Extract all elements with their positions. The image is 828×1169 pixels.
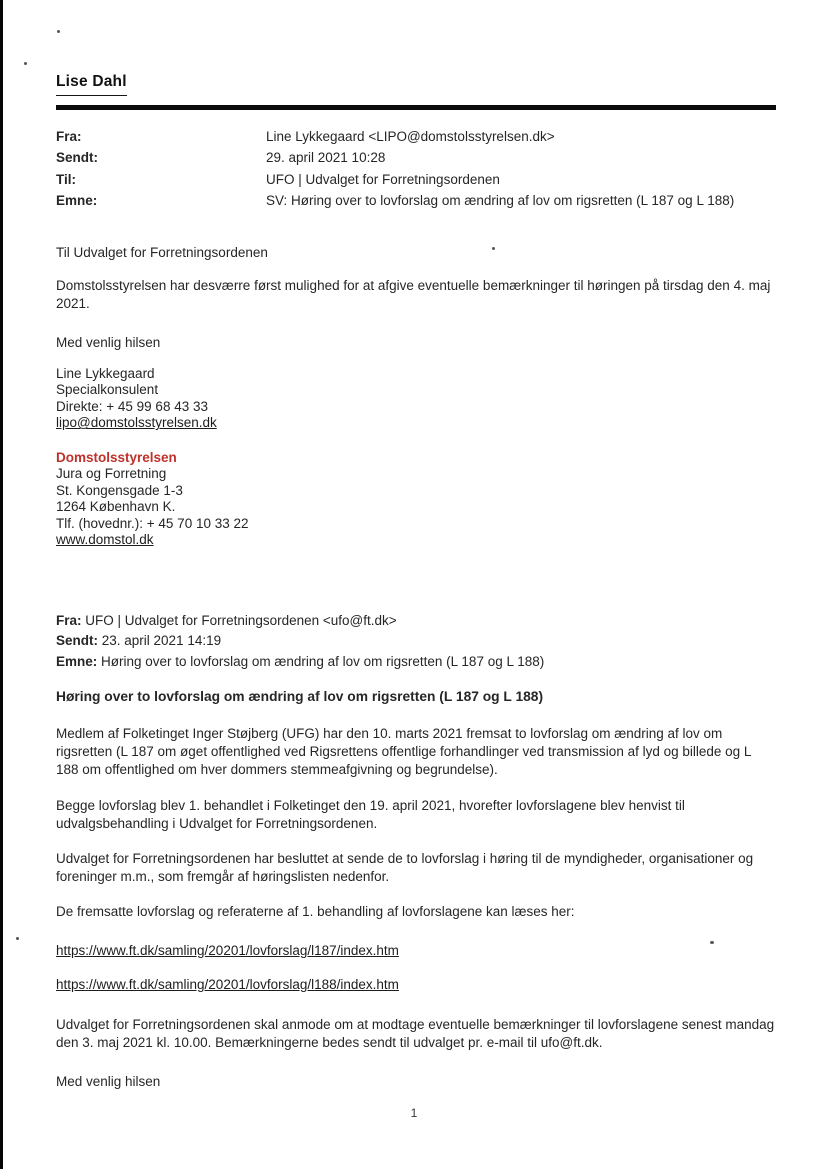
email-header-block <box>56 126 776 212</box>
lovforslag-l187-link[interactable]: https://www.ft.dk/samling/20201/lovforslag/l187/index.htm <box>56 942 399 958</box>
organization-address: 1264 København K. <box>56 499 176 515</box>
organization-block <box>56 450 776 549</box>
field-label: Sendt: <box>56 150 98 166</box>
field-value: Line Lykkegaard <LIPO@domstolsstyrelsen.dk> <box>266 128 555 144</box>
lovforslag-l188-link[interactable]: https://www.ft.dk/samling/20201/lovforslag/l188/index.htm <box>56 976 399 992</box>
body-greeting: Til Udvalget for Forretningsordenen <box>56 244 268 260</box>
recipient-name: Lise Dahl <box>56 72 127 96</box>
quoted-email-header <box>56 611 776 673</box>
organization-website-link[interactable]: www.domstol.dk <box>56 532 154 548</box>
page-number: 1 <box>410 1106 418 1120</box>
scan-artifact-left-edge <box>0 0 3 1169</box>
lovforslag-l188-link-line <box>56 976 776 994</box>
quoted-field-emne <box>56 652 776 673</box>
signature-block <box>56 366 776 432</box>
quoted-paragraph: Medlem af Folketinget Inger Støjberg (UFG) har den 10. marts 2021 fremsat to lovforslag om ændring af lov om rigsretten (L 187 om øget offentlighed ved Rigsrettens offentlige forhandlinger ved transmission af lyd og billede og L 188 om offentlighed om hver dommers stemmeafgivning og begrundelse). <box>56 725 751 778</box>
signature-name: Line Lykkegaard <box>56 365 155 381</box>
scan-speck <box>57 30 60 33</box>
signature-title: Specialkonsulent <box>56 382 159 398</box>
body-closing: Med venlig hilsen <box>56 334 161 350</box>
field-value: Høring over to lovforslag om ændring af lov om rigsretten (L 187 og L 188) <box>101 653 545 669</box>
quoted-paragraph: Udvalget for Forretningsordenen har besluttet at sende de to lovforslag i høring til de myndigheder, organisationer og foreninger m.m., som fremgår af høringslisten nedenfor. <box>56 851 754 885</box>
organization-name: Domstolsstyrelsen <box>56 449 177 465</box>
organization-dept: Jura og Forretning <box>56 466 167 482</box>
field-value: SV: Høring over to lovforslag om ændring af lov om rigsretten (L 187 og L 188) <box>266 193 735 209</box>
header-field-emne <box>56 190 776 212</box>
signature-phone: Direkte: + 45 99 68 43 33 <box>56 398 208 414</box>
organization-phone: Tlf. (hovednr.): + 45 70 10 33 22 <box>56 515 249 531</box>
field-label: Emne: <box>56 193 98 209</box>
field-value: UFO | Udvalget for Forretningsordenen <box>266 171 500 187</box>
quoted-paragraph: De fremsatte lovforslag og referaterne af 1. behandling af lovforslagene kan læses her: <box>56 904 575 920</box>
signature-email-link[interactable]: lipo@domstolsstyrelsen.dk <box>56 415 217 431</box>
quoted-field-sendt <box>56 631 776 652</box>
quoted-paragraph: Begge lovforslag blev 1. behandlet i Folketinget den 19. april 2021, hvorefter lovforslagene blev henvist til udvalgsbehandling i Udvalget for Forretningsordenen. <box>56 797 685 831</box>
scan-speck <box>16 937 19 940</box>
quoted-field-fra <box>56 611 776 632</box>
quoted-closing: Med venlig hilsen <box>56 1073 161 1089</box>
header-field-sendt <box>56 147 776 169</box>
lovforslag-l187-link-line <box>56 942 776 960</box>
field-label: Til: <box>56 171 76 187</box>
field-value: 29. april 2021 10:28 <box>266 150 386 166</box>
field-label: Sendt: <box>56 633 98 649</box>
field-label: Emne: <box>56 653 98 669</box>
body-paragraph: Domstolsstyrelsen har desværre først mulighed for at afgive eventuelle bemærkninger til høringen på tirsdag den 4. maj 2021. <box>56 278 771 312</box>
field-value: UFO | Udvalget for Forretningsordenen <ufo@ft.dk> <box>85 612 397 628</box>
header-field-fra <box>56 126 776 148</box>
field-value: 23. april 2021 14:19 <box>101 633 222 649</box>
field-label: Fra: <box>56 128 82 144</box>
field-label: Fra: <box>56 612 82 628</box>
organization-address: St. Kongensgade 1-3 <box>56 482 183 498</box>
scan-speck <box>24 62 27 65</box>
header-divider <box>56 105 776 110</box>
quoted-paragraph: Udvalget for Forretningsordenen skal anmode om at modtage eventuelle bemærkninger til lovforslagene senest mandag den 3. maj 2021 kl. 10.00. Bemærkningerne bedes sendt til udvalget pr. e-mail til ufo@ft.dk. <box>56 1017 775 1051</box>
header-field-til <box>56 169 776 191</box>
quoted-subject-heading: Høring over to lovforslag om ændring af lov om rigsretten (L 187 og L 188) <box>56 689 544 705</box>
